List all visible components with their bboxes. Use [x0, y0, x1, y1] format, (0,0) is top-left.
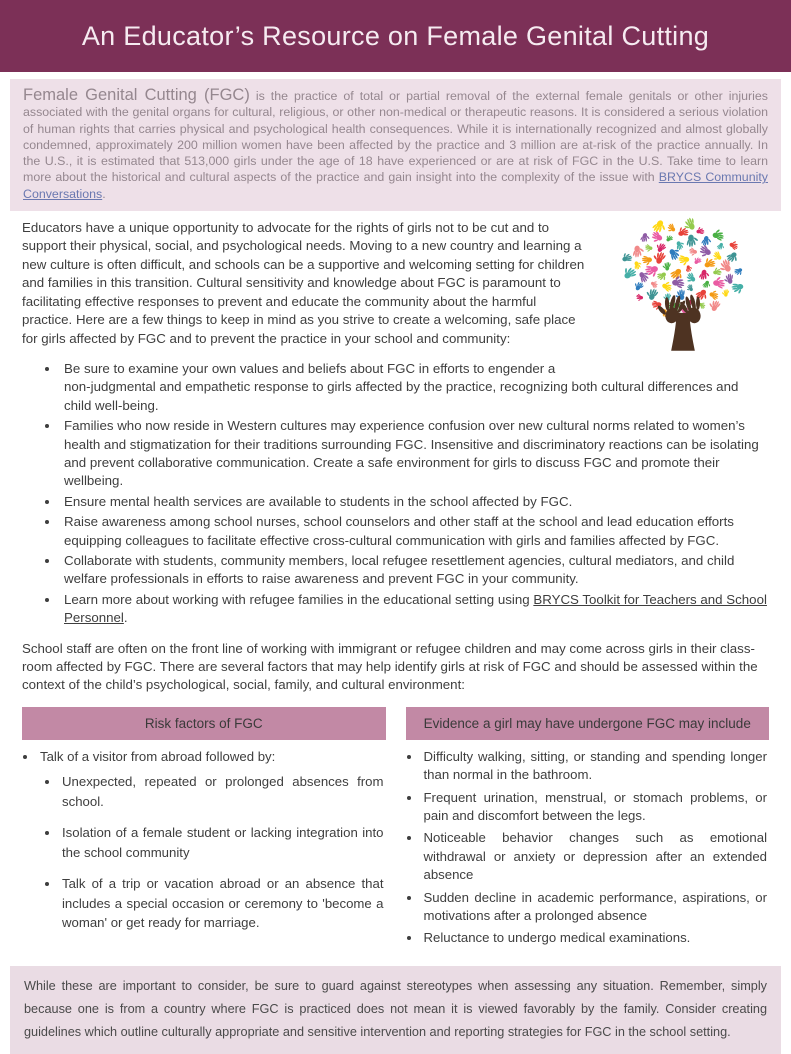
evidence-column [406, 707, 770, 952]
risk-sub-list [40, 772, 384, 933]
evidence-item: • Noticeable behavior changes such as emotional withdrawal or anxiety or depression after an extended absence [422, 829, 768, 884]
school-staff-paragraph: School staff are often on the front line of working with immigrant or refugee children and may come across girls in their class-room affected by FGC. There are several factors that may help identify girls at risk of FGC and should be assessed within the context of the child’s psychological, social, family, and cultural environment: [22, 640, 758, 693]
evidence-item: • Frequent urination, menstrual, or stomach problems, or pain and discomfort between the legs. [422, 789, 768, 826]
intro-period: . [102, 186, 106, 201]
tree-of-hands-illustration [597, 215, 769, 357]
page-title: An Educator’s Resource on Female Genital Cutting [81, 20, 710, 51]
caution-note: While these are important to consider, be sure to guard against stereotypes when assessing any situation. Remember, simply because one is from a country where FGC is practiced does not mean it is viewed favorably by the family. Consider creating guidelines which outline culturally appropriate and sensitive intervention and reporting strategies for FGC in the school setting. [10, 966, 781, 1054]
bullet-item: • Raise awareness among school nurses, school counselors and other staff at the school and lead education efforts equipping colleagues to facilitate effective cross-cultural communication with girls and families affected by FGC. [60, 513, 769, 550]
evidence-item: • Sudden decline in academic performance, aspirations, or motivations after a prolonged absence [422, 889, 768, 926]
risk-evidence-columns [22, 707, 769, 952]
evidence-item: • Difficulty walking, sitting, or standing and spending longer than normal in the bathroom. [422, 748, 768, 785]
bullet-period: . [123, 610, 128, 626]
guidance-bullet-list [22, 360, 769, 628]
risk-lead-text: Talk of a visitor from abroad followed by: [40, 748, 276, 764]
risk-factors-header: Risk factors of FGC [22, 707, 386, 740]
evidence-header: Evidence a girl may have undergone FGC may include [406, 707, 770, 740]
bullet-item: • Ensure mental health services are available to students in the school affected by FGC. [60, 493, 769, 511]
page-header [0, 0, 791, 72]
main-content [22, 219, 769, 695]
risk-sub-item: • Isolation of a female student or lacking integration into the school community [60, 823, 384, 862]
risk-sub-item: • Talk of a trip or vacation abroad or an absence that includes a special occasion or ceremony to 'become a woman' or get ready for marriage. [60, 874, 384, 933]
intro-paragraph: Educators have a unique opportunity to advocate for the rights of girls not to be cut and to support their physical, social, and psychological needs. Moving to a new country and learning a new culture is often difficult, and schools can be a supportive and welcoming setting for children and families in this transition. Cultural sensitivity and knowledge about FGC is paramount to facilitating effective responses to prevent and educate the community about the harmful practice. Here are a few things to keep in mind as you strive to create a welcoming, safe place for girls affected by FGC and to prevent the practice in your school and community: [22, 220, 585, 346]
evidence-item: • Reluctance to undergo medical examinations. [422, 929, 768, 947]
bullet-item-with-link [60, 591, 769, 628]
risk-factors-body [22, 748, 386, 933]
intro-lead-text: Female Genital Cutting (FGC) [23, 86, 250, 104]
risk-factors-column [22, 707, 386, 952]
evidence-list [406, 748, 770, 948]
intro-body-text: is the practice of total or partial removal of the external female genitals or other injuries associated with the genital organs for cultural, religious, or other non-medical or therapeutic reasons. It is considered a serious violation of human rights that carries physical and psychological health consequences. While it is internationally recognized and almost globally condemned, approximately 200 million women have been affected by the practice and 3 million are at-risk of the practice annually. In the U.S., it is estimated that 513,000 girls under the age of 18 have experienced or are at risk of FGC in the U.S. Take time to learn more about the historical and cultural aspects of the practice and gain insight into the complexity of the issue with [23, 89, 768, 185]
risk-factors-list [22, 748, 386, 933]
evidence-body [406, 748, 770, 948]
bullet-text: Learn more about working with refugee families in the educational setting using [64, 591, 534, 607]
bullet-item: • Families who now reside in Western cultures may experience confusion over new cultural norms related to women’s health and stigmatization for their traditions surrounding FGC. Insensitive and discriminatory reactions can be isolating and prevent collaborative communication. Create a safe environment for girls to discuss FGC and promote their wellbeing. [60, 417, 769, 491]
bullet-item: • Collaborate with students, community members, local refugee resettlement agencies, cultural mediators, and child welfare professionals in efforts to raise awareness and prevent FGC in your community. [60, 552, 769, 589]
bullet-item: • Be sure to examine your own values and beliefs about FGC in efforts to engender a non-judgmental and empathetic response to girls affected by the practice, recognizing both cultural differences and child well-being. [60, 360, 769, 415]
brycs-toolkit-link[interactable]: BRYCS Toolkit for Teachers and School Personnel [64, 591, 767, 626]
brycs-community-conversations-link[interactable]: BRYCS Community Conversations [23, 170, 768, 201]
intro-callout [10, 79, 781, 211]
risk-lead-bullet [38, 748, 384, 933]
risk-sub-item: • Unexpected, repeated or prolonged absences from school. [60, 772, 384, 811]
